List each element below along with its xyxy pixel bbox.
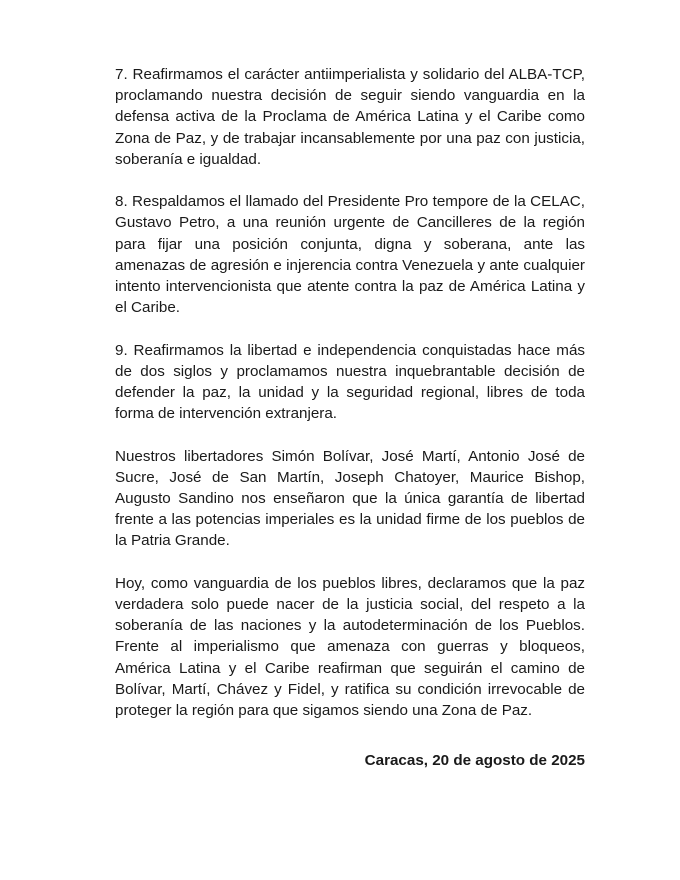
text-line: el Caribe. [115, 299, 180, 317]
text-line: para fijar una posición conjunta, digna y soberana, ante las [115, 235, 585, 253]
text-line: soberanía de las naciones y la autodeterminación de los Pueblos. [115, 617, 585, 635]
text-line: verdadera solo puede nacer de la justicia social, del respeto a la [115, 596, 585, 614]
text-line: proteger la región para que sigamos siendo una Zona de Paz. [115, 702, 533, 720]
text-line: soberanía e igualdad. [115, 150, 262, 168]
text-line: Zona de Paz, y de trabajar incansablemente por una paz con justicia, [115, 129, 585, 147]
paragraph-9 [115, 340, 585, 425]
text-line: 7. Reafirmamos el carácter antiimperialista y solidario del ALBA-TCP, [115, 66, 585, 83]
text-line: Gustavo Petro, a una reunión urgente de Cancilleres de la región [115, 214, 585, 232]
text-line: la Patria Grande. [115, 532, 230, 550]
text-line: 8. Respaldamos el llamado del Presidente Pro tempore de la CELAC, [115, 193, 585, 211]
text-line: intento intervencionista que atente contra la paz de América Latina y [115, 278, 585, 296]
paragraph-zona-de-paz [115, 573, 585, 721]
text-line: proclamando nuestra decisión de seguir siendo vanguardia en la [115, 87, 585, 105]
text-line: Hoy, como vanguardia de los pueblos libres, declaramos que la paz [115, 574, 585, 592]
text-line: frente a las potencias imperiales es la unidad firme de los pueblos de [115, 511, 585, 529]
text-line: forma de intervención extranjera. [115, 405, 338, 423]
text-line: Nuestros libertadores Simón Bolívar, José Martí, Antonio José de [115, 447, 585, 465]
text-line: Bolívar, Martí, Chávez y Fidel, y ratifica su condición irrevocable de [115, 680, 585, 698]
text-line: amenazas de agresión e injerencia contra Venezuela y ante cualquier [115, 256, 585, 274]
text-line: Frente al imperialismo que amenaza con guerras y bloqueos, [115, 638, 585, 656]
text-line: América Latina y el Caribe reafirman que seguirán el camino de [115, 659, 585, 677]
text-line: 9. Reafirmamos la libertad e independencia conquistadas hace más [115, 341, 585, 359]
text-line: Augusto Sandino nos enseñaron que la única garantía de libertad [115, 490, 585, 508]
paragraph-8 [115, 191, 585, 318]
text-line: Sucre, José de San Martín, Joseph Chatoyer, Maurice Bishop, [115, 468, 585, 486]
document-text-block [115, 64, 585, 771]
text-line: defensa activa de la Proclama de América Latina y el Caribe como [115, 108, 585, 126]
paragraph-7 [115, 64, 585, 170]
text-line: defender la paz, la unidad y la seguridad regional, libres de toda [115, 384, 585, 402]
text-line: de dos siglos y proclamamos nuestra inquebrantable decisión de [115, 362, 585, 380]
dateline: Caracas, 20 de agosto de 2025 [364, 752, 585, 770]
paragraph-libertadores [115, 446, 585, 552]
